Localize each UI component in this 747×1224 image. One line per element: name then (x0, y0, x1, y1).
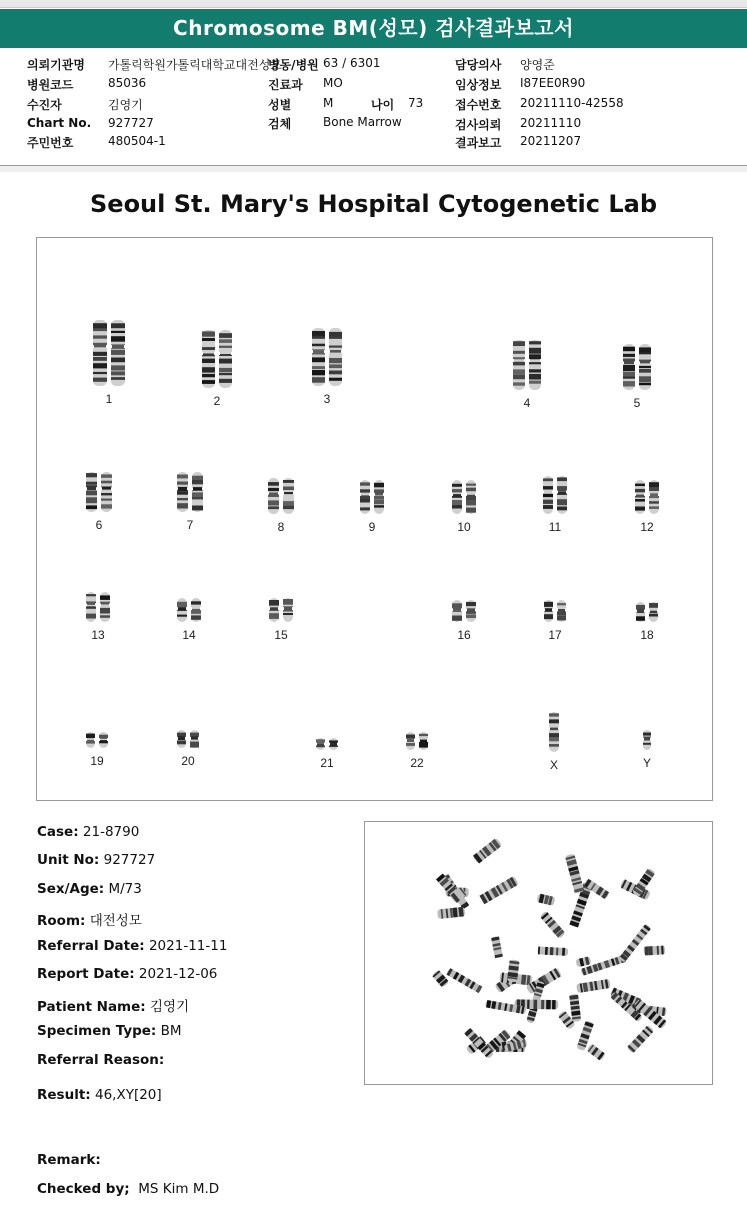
chromosome-4 (497, 338, 557, 410)
chromosome-pair-drawing (83, 590, 113, 624)
chromosome-5 (607, 342, 667, 410)
report-date-line (37, 966, 217, 982)
info-value: 가톨릭학원가톨릭대학교대전성모 (108, 58, 282, 72)
metaphase-chromosome (569, 994, 581, 1022)
info-label: 임상정보 (455, 78, 502, 92)
chromosome-pair-drawing (266, 596, 296, 624)
result-label: Result: (37, 1087, 91, 1103)
chromosome-number: 5 (633, 396, 641, 410)
chromosome-6 (69, 470, 129, 532)
chromosome-12 (617, 478, 677, 534)
info-label: 검체 (268, 117, 292, 131)
chromosome-pair-drawing (83, 730, 111, 750)
specimen-line (37, 1023, 182, 1039)
remark-label: Remark: (37, 1152, 101, 1168)
chromosome-number: 17 (548, 628, 562, 642)
info-value: 85036 (108, 76, 147, 90)
chromosome-pair-drawing (510, 338, 544, 392)
info-label: Chart No. (27, 116, 92, 130)
metaphase-chromosome (491, 936, 503, 959)
chromosome-21 (297, 736, 357, 770)
info-value: MO (323, 76, 343, 90)
chromosome-number: 14 (182, 628, 196, 642)
chromosome-10 (434, 478, 494, 534)
patient-value: 김영기 (149, 999, 190, 1015)
info-value: 73 (408, 96, 424, 110)
report-title: Chromosome BM(성모) 검사결과보고서 (173, 16, 574, 40)
chromosome-18 (617, 600, 677, 642)
chromosome-number: 10 (457, 520, 471, 534)
chromosome-11 (525, 474, 585, 534)
chromosome-pair-drawing (174, 728, 202, 750)
metaphase-chromosome (537, 947, 568, 956)
info-label: 병동/병원 (268, 58, 319, 72)
referral-date-line (37, 938, 227, 954)
info-label: 진료과 (268, 78, 303, 92)
chromosome-pair-drawing (633, 600, 661, 624)
case-line (37, 824, 139, 840)
info-label: 성별 (268, 98, 292, 112)
specimen-value: BM (160, 1023, 182, 1039)
chromosome-x (524, 710, 584, 772)
sexage-line (37, 881, 142, 897)
referral-date-label: Referral Date: (37, 938, 145, 954)
chromosome-number: 12 (640, 520, 654, 534)
report-title-bar (0, 9, 747, 48)
chromosome-pair-drawing (199, 328, 235, 390)
metaphase-chromosome (576, 979, 611, 993)
chromosome-pair-drawing (403, 730, 431, 752)
lab-title: Seoul St. Mary's Hospital Cytogenetic Lab (90, 190, 657, 218)
metaphase-chromosome (627, 1025, 655, 1054)
room-label: Room: (37, 913, 86, 929)
sexage-value: M/73 (108, 881, 142, 897)
checked-label: Checked by; (37, 1181, 130, 1197)
chromosome-number: 3 (323, 392, 331, 406)
info-value: 양영준 (520, 58, 555, 72)
reason-line (37, 1052, 164, 1068)
info-value: 20211110-42558 (520, 96, 624, 110)
metaphase-chromosome (437, 907, 465, 919)
section-separator (0, 166, 747, 172)
chromosome-pair-drawing (639, 728, 655, 752)
chromosome-pair-drawing (174, 470, 206, 514)
result-value: 46,XY[20] (94, 1087, 162, 1103)
case-value: 21-8790 (82, 824, 140, 840)
chromosome-pair-drawing (313, 736, 341, 752)
metaphase-chromosome (565, 853, 584, 893)
metaphase-image (364, 821, 713, 1085)
chromosome-number: 8 (277, 520, 285, 534)
chromosome-number: 19 (90, 754, 104, 768)
chromosome-1 (79, 318, 139, 406)
chromosome-y (617, 728, 677, 770)
metaphase-chromosome (540, 911, 566, 939)
chromosome-19 (67, 730, 127, 768)
info-label: 결과보고 (455, 136, 502, 150)
metaphase-chromosome (619, 924, 652, 963)
chromosome-pair-drawing (620, 342, 654, 392)
report-date-label: Report Date: (37, 966, 135, 982)
chromosome-number: 15 (274, 628, 288, 642)
info-value: 20211110 (520, 116, 582, 130)
info-value: M (323, 96, 334, 110)
unit-line (37, 852, 155, 868)
window-top-strip (0, 0, 747, 8)
chromosome-pair-drawing (309, 326, 345, 388)
chromosome-number: 18 (640, 628, 654, 642)
checked-line (37, 1181, 219, 1197)
chromosome-pair-drawing (90, 318, 128, 388)
info-label: 담당의사 (455, 58, 502, 72)
chromosome-22 (387, 730, 447, 770)
info-value: 927727 (108, 116, 154, 130)
case-label: Case: (37, 824, 79, 840)
chromosome-number: 13 (91, 628, 105, 642)
patient-info-panel (0, 48, 747, 166)
result-line (37, 1087, 162, 1103)
info-value: 20211207 (520, 134, 582, 148)
chromosome-pair-drawing (632, 478, 662, 516)
remark-line (37, 1152, 101, 1168)
metaphase-chromosome (537, 893, 556, 906)
patient-line (37, 995, 189, 1015)
info-value: I87EE0R90 (520, 76, 586, 90)
metaphase-chromosome (432, 969, 450, 987)
chromosome-number: 4 (523, 396, 531, 410)
info-value: 김영기 (108, 98, 143, 112)
chromosome-pair-drawing (449, 478, 479, 516)
info-value: 480504-1 (108, 134, 166, 148)
metaphase-chromosome (644, 946, 666, 956)
chromosome-number: X (549, 758, 558, 772)
chromosome-number: 2 (213, 394, 221, 408)
chromosome-number: 11 (548, 520, 562, 534)
unit-value: 927727 (103, 852, 156, 868)
chromosome-number: 22 (410, 756, 424, 770)
chromosome-pair-drawing (545, 710, 563, 754)
patient-label: Patient Name: (37, 999, 146, 1015)
metaphase-chromosome (479, 876, 518, 904)
chromosome-number: 1 (105, 392, 113, 406)
chromosome-pair-drawing (83, 470, 115, 514)
info-label: 수진자 (27, 98, 62, 112)
metaphase-chromosome (472, 838, 502, 864)
info-value: 63 / 6301 (323, 56, 381, 70)
info-label: 주민번호 (27, 136, 74, 150)
chromosome-7 (160, 470, 220, 532)
info-label: 접수번호 (455, 98, 502, 112)
chromosome-number: 7 (186, 518, 194, 532)
metaphase-chromosome (575, 956, 591, 967)
specimen-label: Specimen Type: (37, 1023, 157, 1039)
chromosome-pair-drawing (357, 478, 387, 516)
chromosome-15 (251, 596, 311, 642)
chromosome-14 (159, 596, 219, 642)
info-label: 의뢰기관명 (27, 58, 85, 72)
chromosome-pair-drawing (541, 598, 569, 624)
chromosome-3 (297, 326, 357, 406)
unit-label: Unit No: (37, 852, 100, 868)
metaphase-chromosome (586, 1043, 605, 1061)
room-line (37, 909, 142, 929)
chromosome-9 (342, 478, 402, 534)
chromosome-pair-drawing (174, 596, 204, 624)
chromosome-17 (525, 598, 585, 642)
sexage-label: Sex/Age: (37, 881, 105, 897)
referral-date-value: 2021-11-11 (148, 938, 228, 954)
room-value: 대전성모 (89, 913, 142, 929)
chromosome-number: 20 (181, 754, 195, 768)
karyotype-panel (36, 237, 713, 801)
chromosome-13 (68, 590, 128, 642)
info-label: 나이 (371, 98, 395, 112)
chromosome-16 (434, 598, 494, 642)
chromosome-8 (251, 476, 311, 534)
chromosome-number: Y (642, 756, 651, 770)
chromosome-pair-drawing (540, 474, 570, 516)
info-value: Bone Marrow (323, 115, 402, 129)
metaphase-chromosome (446, 968, 483, 993)
chromosome-20 (158, 728, 218, 768)
chromosome-number: 9 (368, 520, 376, 534)
report-date-value: 2021-12-06 (138, 966, 218, 982)
checked-value: MS Kim M.D (138, 1181, 220, 1197)
chromosome-number: 16 (457, 628, 471, 642)
chromosome-2 (187, 328, 247, 408)
chromosome-number: 6 (95, 518, 103, 532)
chromosome-pair-drawing (265, 476, 297, 516)
info-label: 병원코드 (27, 78, 74, 92)
chromosome-number: 21 (320, 756, 334, 770)
info-label: 검사의뢰 (455, 118, 502, 132)
metaphase-spread-svg (365, 822, 712, 1084)
reason-label: Referral Reason: (37, 1052, 165, 1068)
chromosome-pair-drawing (449, 598, 479, 624)
